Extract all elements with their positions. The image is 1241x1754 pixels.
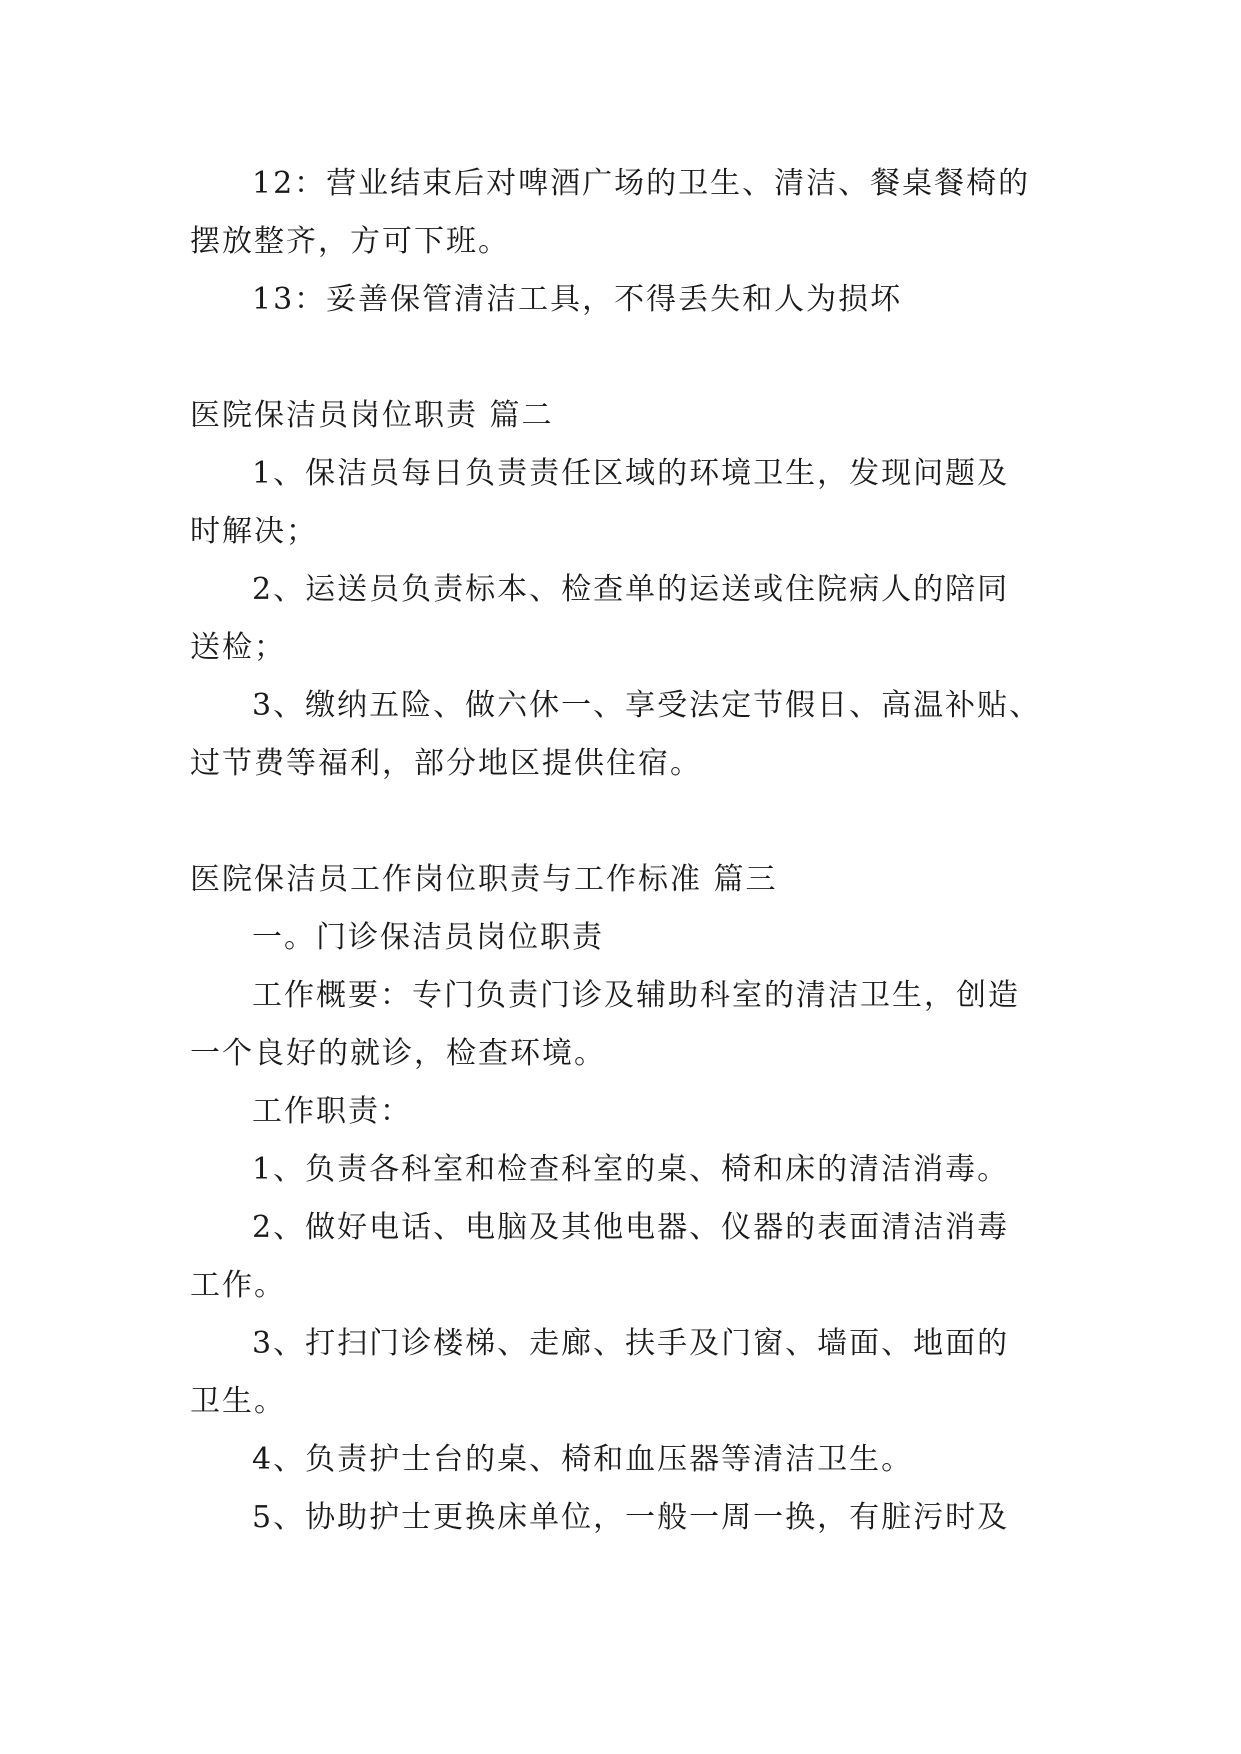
work-summary-line-1: 工作概要：专门负责门诊及辅助科室的清洁卫生，创造 [252, 978, 1020, 1013]
duty-1: 1、负责各科室和检查科室的桌、椅和床的清洁消毒。 [252, 1152, 1010, 1187]
item-3-line-1: 3、缴纳五险、做六休一、享受法定节假日、高温补贴、 [252, 688, 1042, 723]
paragraph-12-line-2: 摆放整齐，方可下班。 [190, 224, 510, 259]
item-2-line-1: 2、运送员负责标本、检查单的运送或住院病人的陪同 [252, 572, 1010, 607]
duties-heading: 工作职责： [252, 1094, 412, 1129]
paragraph-12-line-1: 12：营业结束后对啤酒广场的卫生、清洁、餐桌餐椅的 [252, 166, 1031, 201]
item-1-line-2: 时解决； [190, 514, 318, 549]
work-summary-line-2: 一个良好的就诊，检查环境。 [190, 1036, 606, 1071]
section-heading-2: 医院保洁员岗位职责 篇二 [190, 398, 554, 433]
duty-4: 4、负责护士台的桌、椅和血压器等清洁卫生。 [252, 1442, 914, 1477]
item-1-line-1: 1、保洁员每日负责责任区域的环境卫生，发现问题及 [252, 456, 1010, 491]
section-heading-3: 医院保洁员工作岗位职责与工作标准 篇三 [190, 862, 778, 897]
duty-3-line-2: 卫生。 [190, 1384, 286, 1419]
duty-3-line-1: 3、打扫门诊楼梯、走廊、扶手及门窗、墙面、地面的 [252, 1326, 1010, 1361]
item-3-line-2: 过节费等福利，部分地区提供住宿。 [190, 746, 702, 781]
duty-5-line-1: 5、协助护士更换床单位，一般一周一换，有脏污时及 [252, 1500, 1010, 1535]
duty-2-line-1: 2、做好电话、电脑及其他电器、仪器的表面清洁消毒 [252, 1210, 1010, 1245]
paragraph-13: 13：妥善保管清洁工具，不得丢失和人为损坏 [252, 282, 903, 317]
item-2-line-2: 送检； [190, 630, 286, 665]
subheading-outpatient: 一。门诊保洁员岗位职责 [252, 920, 604, 955]
duty-2-line-2: 工作。 [190, 1268, 286, 1303]
